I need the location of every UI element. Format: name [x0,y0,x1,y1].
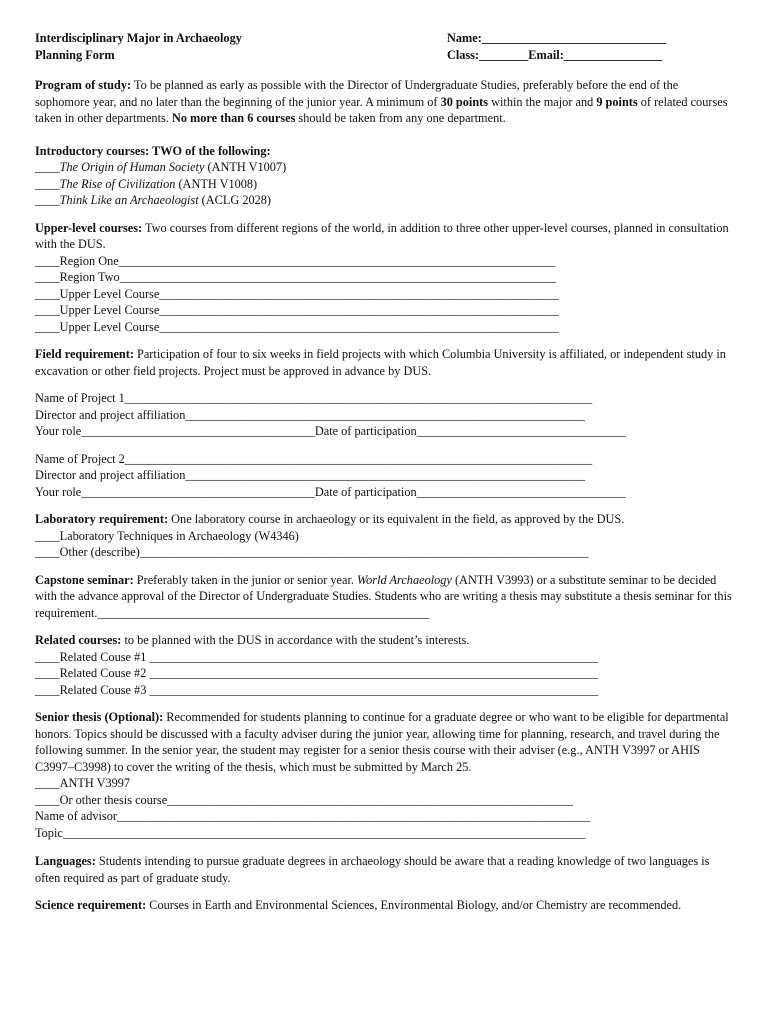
capstone-course-title: World Archaeology [357,572,452,587]
thesis-advisor-line[interactable]: Name of advisor_____________________________________________________________________________ [35,809,591,823]
program-text-2: within the major and [488,94,597,109]
upper-level-section [35,220,735,336]
field-requirement-section [35,346,735,500]
upper-course-line[interactable]: ____Upper Level Course_________________________________________________________________ [35,319,559,334]
upper-text: Two courses from different regions of the world, in addition to three other upper-level courses, planned in consultation with the DUS. [35,220,729,251]
project1-director-line[interactable]: Director and project affiliation_________________________________________________________________ [35,407,585,422]
related-courses-section [35,632,735,698]
related-text: to be planned with the DUS in accordance with the student’s interests. [121,633,470,647]
project1-name-line[interactable]: Name of Project 1____________________________________________________________________________ [35,391,593,405]
capstone-text-1: Preferably taken in the junior or senior year. [133,572,358,587]
science-heading: Science requirement: [35,898,147,912]
program-course-limit: No more than 6 courses [171,111,296,125]
upper-heading: Upper-level courses: [35,220,143,235]
related-heading: Related courses: [35,633,122,647]
course-code: (ACLG 2028) [198,193,272,207]
lab-other-line[interactable]: ____Other (describe)_________________________________________________________________________ [35,545,589,559]
program-text-1: To be planned as early as possible with the Director of Undergraduate Studies, preferably before the end of the sophomore year, and no later than the beginning of the junior year. A minimum of [35,78,679,109]
lab-heading: Laboratory requirement: [35,512,169,526]
languages-section [35,853,735,886]
checkbox-blank[interactable]: ____ [35,176,60,191]
project2-director-line[interactable]: Director and project affiliation_________________________________________________________________ [35,468,585,482]
form-subtitle: Planning Form [35,47,115,62]
capstone-text-2[interactable]: (ANTH V3993) or a substitute seminar to be decided with the advance approval of the Director of Undergraduate Studies. Students who are writing a thesis may substitute a thesis seminar for this requirement.______________________________________________________ [35,572,732,620]
program-text-4: should be taken from any one department. [295,111,506,125]
course-title: Think Like an Archaeologist [59,193,199,207]
project1-role-date-line[interactable]: Your role______________________________________Date of participation__________________________________ [35,424,626,438]
intro-heading: Introductory courses: TWO of the following: [35,143,271,158]
thesis-course-line[interactable]: ____ANTH V3997 [35,776,131,790]
course-code: (ANTH V1007) [204,160,287,174]
related-course-line[interactable]: ____Related Couse #1 _________________________________________________________________________ [35,649,599,664]
program-text-3: of related courses taken in other departments. [35,94,728,125]
thesis-heading: Senior thesis (Optional): [35,710,164,724]
capstone-heading: Capstone seminar: [35,572,134,587]
course-title: The Origin of Human Society [59,160,205,174]
science-text: Courses in Earth and Environmental Sciences, Environmental Biology, and/or Chemistry are recommended. [146,898,682,912]
program-points-major: 30 points [440,94,489,109]
science-section [35,897,735,914]
name-field[interactable]: Name:______________________________ [447,31,667,45]
course-code: (ANTH V1008) [175,176,258,191]
related-course-line[interactable]: ____Related Couse #3 _________________________________________________________________________ [35,682,599,697]
upper-course-line[interactable]: ____Upper Level Course_________________________________________________________________ [35,303,559,317]
lab-text: One laboratory course in archaeology or its equivalent in the field, as approved by the DUS. [168,512,625,526]
thesis-topic-line[interactable]: Topic_____________________________________________________________________________________ [35,825,586,840]
planning-form-page [35,30,735,914]
intro-item[interactable] [35,159,735,176]
program-points-related: 9 points [596,94,638,109]
field-heading: Field requirement: [35,347,134,361]
introductory-courses-section [35,143,735,209]
region-two-line[interactable]: ____Region Two_______________________________________________________________________ [35,270,557,284]
intro-item[interactable] [35,176,735,193]
checkbox-blank[interactable]: ____ [35,160,60,174]
project2-role-date-line[interactable]: Your role______________________________________Date of participation__________________________________ [35,484,626,499]
languages-heading: Languages: [35,854,96,868]
program-heading: Program of study: [35,78,132,92]
upper-course-line[interactable]: ____Upper Level Course_________________________________________________________________ [35,286,559,301]
senior-thesis-section [35,709,735,841]
laboratory-section [35,511,735,561]
program-of-study-section [35,77,735,127]
form-title-block [35,30,447,63]
course-title: The Rise of Civilization [59,176,176,191]
languages-text: Students intending to pursue graduate degrees in archaeology should be aware that a reading knowledge of two languages is often required as part of graduate study. [35,854,710,885]
form-title: Interdisciplinary Major in Archaeology [35,31,242,45]
field-text: Participation of four to six weeks in field projects with which Columbia University is affiliated, or independent study in excavation or other field projects. Project must be approved in advance by DUS. [35,347,726,378]
class-email-field[interactable]: Class:________Email:________________ [447,47,663,62]
checkbox-blank[interactable]: ____ [35,193,60,207]
project2-name-line[interactable]: Name of Project 2____________________________________________________________________________ [35,451,593,466]
thesis-text: Recommended for students planning to continue for a graduate degree or who want to be eligible for departmental honors. Topics should be discussed with a faculty adviser during the junior year, allowing time for planning, research, and travel during the following summer. In the senior year, the student may register for a senior thesis course with their adviser (e.g., ANTH V3997 or AHIS C3997–C3998) to cover the writing of the thesis, which must be submitted by March 25. [35,710,729,774]
student-info-block [447,30,735,63]
form-header [35,30,735,63]
lab-course-line[interactable]: ____Laboratory Techniques in Archaeology (W4346) [35,528,299,543]
region-one-line[interactable]: ____Region One_______________________________________________________________________ [35,253,556,268]
thesis-other-line[interactable]: ____Or other thesis course__________________________________________________________________ [35,792,573,807]
capstone-section [35,572,735,622]
intro-item[interactable] [35,192,735,209]
related-course-line[interactable]: ____Related Couse #2 _________________________________________________________________________ [35,666,599,680]
